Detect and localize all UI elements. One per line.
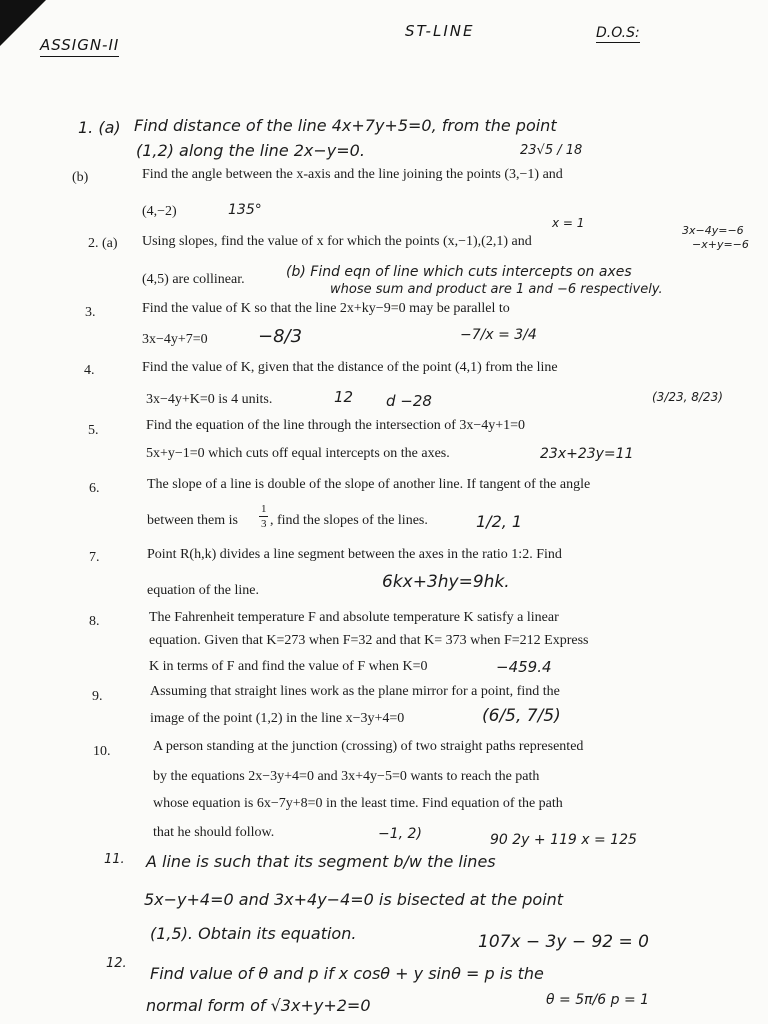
q1-line1: Find distance of the line 4x+7y+5=0, from the point — [134, 116, 557, 135]
q8-line1: The Fahrenheit temperature F and absolute temperature K satisfy a linear — [149, 610, 559, 625]
q6-line2b: , find the slopes of the lines. — [270, 513, 428, 528]
q6-line2a: between them is — [147, 513, 238, 528]
q10-note1: −1, 2) — [378, 826, 422, 842]
q3-line1: Find the value of K so that the line 2x+ky−9=0 may be parallel to — [142, 301, 510, 316]
q4-line1: Find the value of K, given that the distance of the point (4,1) from the line — [142, 360, 558, 375]
q6-fraction-numerator: 1 — [261, 503, 267, 515]
assignment-label: ASSIGN-II — [40, 36, 119, 57]
q3-note: −7/x = 3/4 — [460, 327, 537, 343]
q10-line4: that he should follow. — [153, 825, 275, 840]
q5-note: (3/23, 8/23) — [652, 390, 723, 404]
q3-line2: 3x−4y+7=0 — [142, 332, 208, 347]
q1-answer: 23√5 / 18 — [520, 143, 583, 158]
q7-answer: 6kx+3hy=9hk. — [382, 572, 510, 592]
q6-fraction-denominator: 3 — [261, 518, 267, 530]
q10-line1: A person standing at the junction (crossing) of two straight paths represented — [153, 739, 584, 754]
q2b-line1: (b) Find eqn of line which cuts intercepts on axes — [286, 264, 632, 280]
q5-line1: Find the equation of the line through the intersection of 3x−4y+1=0 — [146, 418, 526, 433]
q7-line1: Point R(h,k) divides a line segment between the axes in the ratio 1:2. Find — [147, 547, 562, 562]
q2-line2: (4,5) are collinear. — [142, 272, 245, 287]
q11-line2: 5x−y+4=0 and 3x+4y−4=0 is bisected at the point — [144, 890, 564, 909]
q1-line2: (1,2) along the line 2x−y=0. — [136, 141, 365, 160]
q7-number: 7. — [89, 550, 100, 565]
q3-number: 3. — [85, 305, 96, 320]
q6-answer: 1/2, 1 — [476, 512, 523, 531]
q11-line3: (1,5). Obtain its equation. — [150, 924, 357, 943]
q8-line3: K in terms of F and find the value of F when K=0 — [149, 659, 428, 674]
q8-answer: −459.4 — [496, 658, 552, 676]
q2-note-eq2: −x+y=−6 — [692, 238, 749, 251]
q12-line1: Find value of θ and p if x cosθ + y sinθ = p is the — [150, 964, 544, 983]
q1b-line1: Find the angle between the x-axis and the line joining the points (3,−1) and — [142, 167, 563, 182]
q9-line1: Assuming that straight lines work as the plane mirror for a point, find the — [150, 684, 560, 699]
q6-number: 6. — [89, 481, 100, 496]
q5-line2: 5x+y−1=0 which cuts off equal intercepts on the axes. — [146, 446, 450, 461]
q2-number: 2. (a) — [88, 236, 118, 251]
q3-answer: −8/3 — [258, 326, 303, 347]
q9-number: 9. — [92, 689, 103, 704]
q7-line2: equation of the line. — [147, 583, 259, 598]
q12-number: 12. — [106, 956, 127, 971]
q1b-line2: (4,−2) — [142, 204, 177, 219]
q1-number: 1. (a) — [78, 118, 121, 137]
q6-line1: The slope of a line is double of the slope of another line. If tangent of the angle — [147, 477, 591, 492]
q1b-number: (b) — [72, 170, 89, 185]
q11-answer: 107x − 3y − 92 = 0 — [478, 932, 649, 952]
q5-number: 5. — [88, 423, 99, 438]
q5-answer: 23x+23y=11 — [540, 446, 634, 462]
topic-title: ST-LINE — [405, 22, 475, 40]
q10-line2: by the equations 2x−3y+4=0 and 3x+4y−5=0 wants to reach the path — [153, 769, 540, 784]
q2b-line2: whose sum and product are 1 and −6 respectively. — [330, 282, 663, 297]
q4-answer1: 12 — [334, 388, 354, 406]
q1b-answer: 135° — [228, 202, 262, 218]
q4-answer2: d −28 — [386, 392, 432, 410]
q11-line1: A line is such that its segment b/w the lines — [146, 852, 496, 871]
q10-number: 10. — [93, 744, 111, 759]
q6-fraction-bar — [259, 516, 268, 517]
q2-line1: Using slopes, find the value of x for which the points (x,−1),(2,1) and — [142, 234, 532, 249]
q4-number: 4. — [84, 363, 95, 378]
q10-line3: whose equation is 6x−7y+8=0 in the least time. Find equation of the path — [153, 796, 563, 811]
q12-answer: θ = 5π/6 p = 1 — [546, 992, 650, 1008]
q12-line2: normal form of √3x+y+2=0 — [146, 996, 371, 1015]
q8-line2: equation. Given that K=273 when F=32 and that K= 373 when F=212 Express — [149, 633, 589, 648]
q2-note-eq1: 3x−4y=−6 — [682, 224, 744, 237]
q2-note-x: x = 1 — [552, 216, 585, 230]
q10-note2: 90 2y + 119 x = 125 — [490, 832, 637, 848]
q11-number: 11. — [104, 852, 125, 867]
q9-line2: image of the point (1,2) in the line x−3y+4=0 — [150, 711, 405, 726]
q9-answer: (6/5, 7/5) — [482, 706, 561, 726]
q4-line2: 3x−4y+K=0 is 4 units. — [146, 392, 273, 407]
date-label: D.O.S: — [596, 25, 640, 41]
q8-number: 8. — [89, 614, 100, 629]
